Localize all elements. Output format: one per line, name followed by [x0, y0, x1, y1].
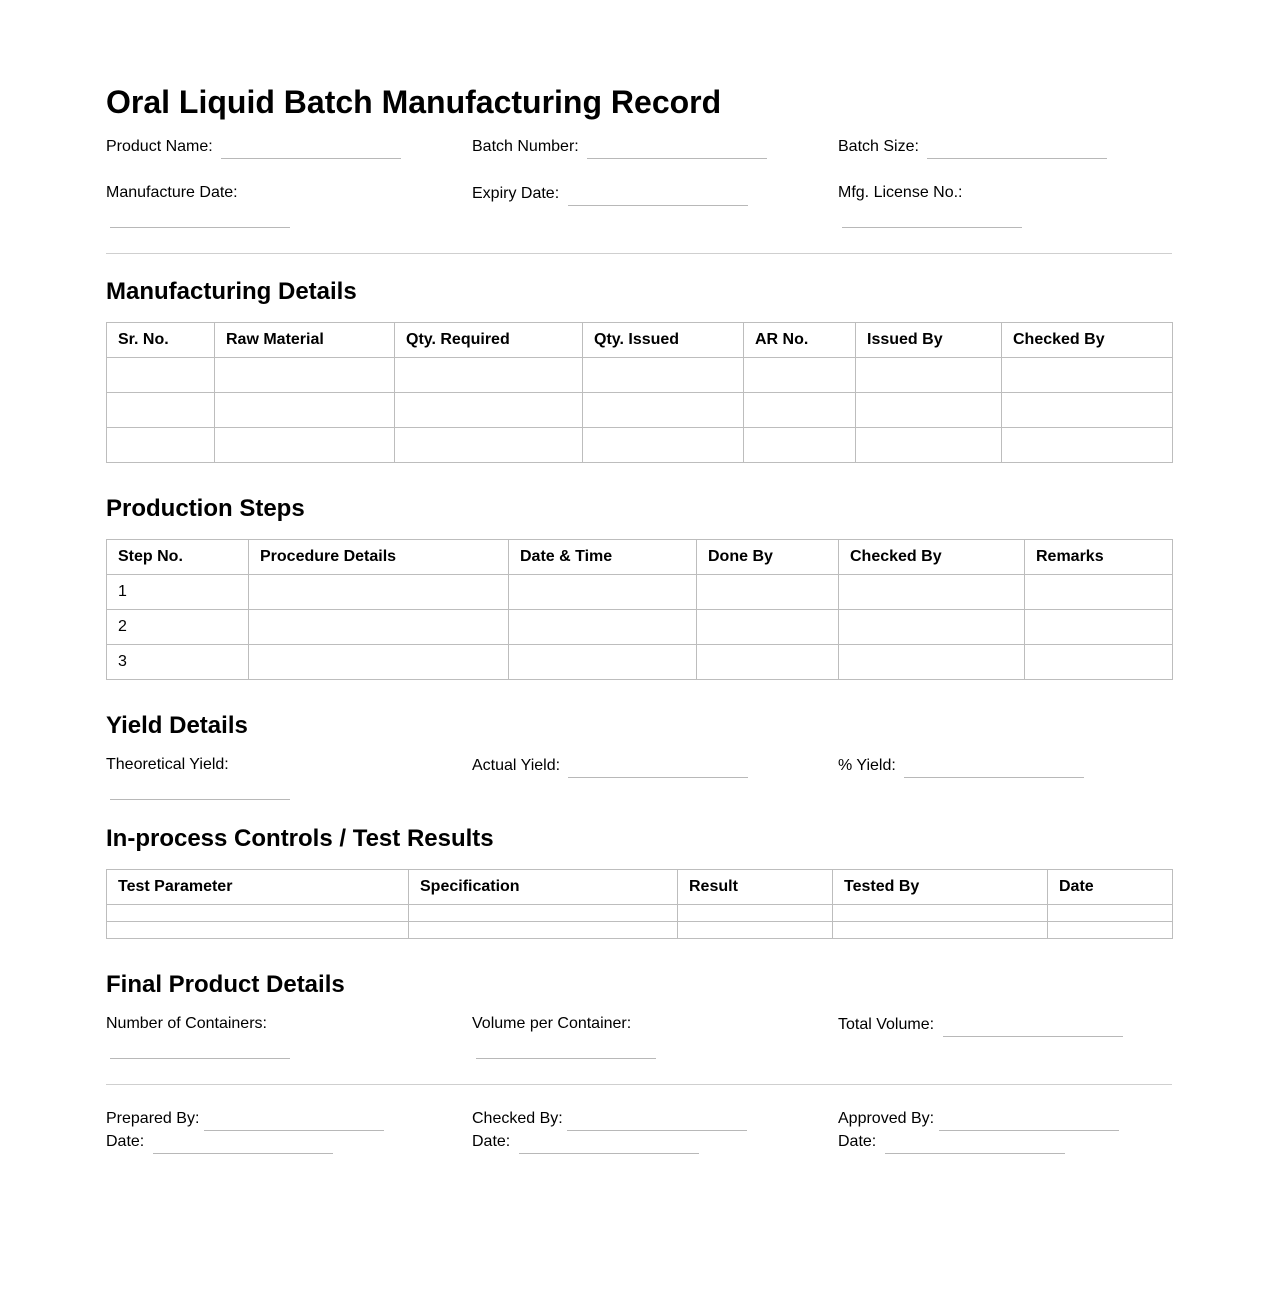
table-cell[interactable] [583, 393, 744, 428]
column-header: Qty. Required [395, 323, 583, 358]
column-header: Result [678, 870, 833, 905]
table-cell[interactable] [744, 428, 856, 463]
column-header: Test Parameter [107, 870, 409, 905]
product-name-input[interactable] [221, 158, 401, 159]
table-cell[interactable] [395, 393, 583, 428]
license-no-field [838, 183, 963, 203]
table-cell[interactable] [856, 428, 1002, 463]
table-row [107, 922, 1173, 939]
table-cell[interactable] [215, 428, 395, 463]
checked-date-label: Date: [472, 1133, 511, 1150]
table-cell[interactable] [215, 393, 395, 428]
checked-by-input[interactable] [567, 1130, 747, 1131]
column-header: Tested By [833, 870, 1048, 905]
table-cell[interactable] [249, 610, 509, 645]
prepared-date-label: Date: [106, 1133, 145, 1150]
step-number-cell: 2 [107, 610, 249, 645]
divider [106, 253, 1172, 254]
total-volume-field [838, 1015, 934, 1035]
table-cell[interactable] [744, 358, 856, 393]
table-cell[interactable] [744, 393, 856, 428]
table-cell[interactable] [107, 393, 215, 428]
column-header: Checked By [1002, 323, 1173, 358]
batch-number-label: Batch Number: [472, 138, 579, 155]
table-cell[interactable] [1025, 575, 1173, 610]
volume-per-container-input[interactable] [476, 1058, 656, 1059]
table-cell[interactable] [107, 358, 215, 393]
table-cell[interactable] [678, 922, 833, 939]
table-header-row [107, 870, 1173, 905]
expiry-date-input[interactable] [568, 205, 748, 206]
column-header: Raw Material [215, 323, 395, 358]
step-number-cell: 3 [107, 645, 249, 680]
column-header: Specification [409, 870, 678, 905]
approved-date-label: Date: [838, 1133, 877, 1150]
table-cell[interactable] [839, 575, 1025, 610]
checked-by-label: Checked By: [472, 1110, 563, 1127]
volume-per-container-field [472, 1014, 631, 1034]
table-cell[interactable] [1002, 428, 1173, 463]
batch-size-field [838, 137, 919, 157]
table-cell[interactable] [395, 358, 583, 393]
table-cell[interactable] [697, 575, 839, 610]
table-cell[interactable] [1025, 610, 1173, 645]
column-header: Date & Time [509, 540, 697, 575]
actual-yield-field [472, 756, 560, 776]
container-count-input[interactable] [110, 1058, 290, 1059]
column-header: Done By [697, 540, 839, 575]
prepared-date-field [106, 1132, 144, 1152]
column-header: AR No. [744, 323, 856, 358]
ipc-table [106, 869, 1173, 939]
table-cell[interactable] [678, 905, 833, 922]
manufacturing-table [106, 322, 1173, 463]
table-row [107, 905, 1173, 922]
production-steps-heading: Production Steps [106, 495, 305, 522]
table-cell[interactable] [509, 645, 697, 680]
container-count-field [106, 1014, 267, 1034]
table-cell[interactable] [1025, 645, 1173, 680]
table-row [107, 610, 1173, 645]
table-cell[interactable] [839, 610, 1025, 645]
manufacture-date-input[interactable] [110, 227, 290, 228]
table-cell[interactable] [583, 428, 744, 463]
table-cell[interactable] [107, 922, 409, 939]
approved-date-field [838, 1132, 876, 1152]
license-no-label: Mfg. License No.: [838, 184, 963, 201]
theoretical-yield-input[interactable] [110, 799, 290, 800]
expiry-date-field [472, 184, 559, 204]
final-product-heading: Final Product Details [106, 971, 345, 998]
actual-yield-input[interactable] [568, 777, 748, 778]
theoretical-yield-field [106, 755, 229, 775]
table-cell[interactable] [856, 393, 1002, 428]
table-cell[interactable] [107, 428, 215, 463]
table-cell[interactable] [395, 428, 583, 463]
percent-yield-label: % Yield: [838, 757, 896, 774]
table-row [107, 645, 1173, 680]
column-header: Issued By [856, 323, 1002, 358]
table-header-row [107, 540, 1173, 575]
manufacture-date-label: Manufacture Date: [106, 184, 238, 201]
expiry-date-label: Expiry Date: [472, 185, 560, 202]
table-row [107, 575, 1173, 610]
table-cell[interactable] [839, 645, 1025, 680]
column-header: Sr. No. [107, 323, 215, 358]
license-no-input[interactable] [842, 227, 1022, 228]
production-steps-table [106, 539, 1173, 680]
table-cell[interactable] [215, 358, 395, 393]
table-cell[interactable] [1048, 905, 1173, 922]
yield-details-heading: Yield Details [106, 712, 248, 739]
prepared-by-label: Prepared By: [106, 1110, 200, 1127]
approved-by-field [838, 1109, 934, 1129]
table-cell[interactable] [409, 905, 678, 922]
column-header: Qty. Issued [583, 323, 744, 358]
table-cell[interactable] [1002, 358, 1173, 393]
divider [106, 1084, 1172, 1085]
prepared-by-input[interactable] [204, 1130, 384, 1131]
column-header: Procedure Details [249, 540, 509, 575]
approved-by-label: Approved By: [838, 1110, 935, 1127]
batch-size-label: Batch Size: [838, 138, 919, 155]
prepared-date-input[interactable] [153, 1153, 333, 1154]
table-header-row [107, 323, 1173, 358]
column-header: Checked By [839, 540, 1025, 575]
table-cell[interactable] [1048, 922, 1173, 939]
approved-date-input[interactable] [885, 1153, 1065, 1154]
column-header: Remarks [1025, 540, 1173, 575]
table-row [107, 393, 1173, 428]
table-cell[interactable] [107, 905, 409, 922]
batch-number-field [472, 137, 579, 157]
table-cell[interactable] [833, 922, 1048, 939]
table-cell[interactable] [697, 645, 839, 680]
batch-size-input[interactable] [927, 158, 1107, 159]
table-cell[interactable] [249, 645, 509, 680]
checked-by-field [472, 1109, 563, 1129]
table-cell[interactable] [697, 610, 839, 645]
table-cell[interactable] [856, 358, 1002, 393]
approved-by-input[interactable] [939, 1130, 1119, 1131]
manufacturing-details-heading: Manufacturing Details [106, 278, 357, 305]
total-volume-input[interactable] [943, 1036, 1123, 1037]
checked-date-input[interactable] [519, 1153, 699, 1154]
percent-yield-field [838, 756, 896, 776]
manufacture-date-field [106, 183, 238, 203]
prepared-by-field [106, 1109, 199, 1129]
total-volume-label: Total Volume: [838, 1016, 935, 1033]
step-number-cell: 1 [107, 575, 249, 610]
table-cell[interactable] [249, 575, 509, 610]
column-header: Date [1048, 870, 1173, 905]
volume-per-container-label: Volume per Container: [472, 1015, 632, 1032]
table-cell[interactable] [409, 922, 678, 939]
table-cell[interactable] [509, 610, 697, 645]
ipc-heading: In-process Controls / Test Results [106, 825, 494, 852]
theoretical-yield-label: Theoretical Yield: [106, 756, 229, 773]
table-cell[interactable] [833, 905, 1048, 922]
table-cell[interactable] [1002, 393, 1173, 428]
actual-yield-label: Actual Yield: [472, 757, 561, 774]
table-cell[interactable] [509, 575, 697, 610]
product-name-field [106, 137, 213, 157]
checked-date-field [472, 1132, 510, 1152]
table-cell[interactable] [583, 358, 744, 393]
product-name-label: Product Name: [106, 138, 213, 155]
page-title: Oral Liquid Batch Manufacturing Record [106, 84, 722, 120]
batch-number-input[interactable] [587, 158, 767, 159]
percent-yield-input[interactable] [904, 777, 1084, 778]
table-row [107, 358, 1173, 393]
column-header: Step No. [107, 540, 249, 575]
container-count-label: Number of Containers: [106, 1015, 267, 1032]
table-row [107, 428, 1173, 463]
